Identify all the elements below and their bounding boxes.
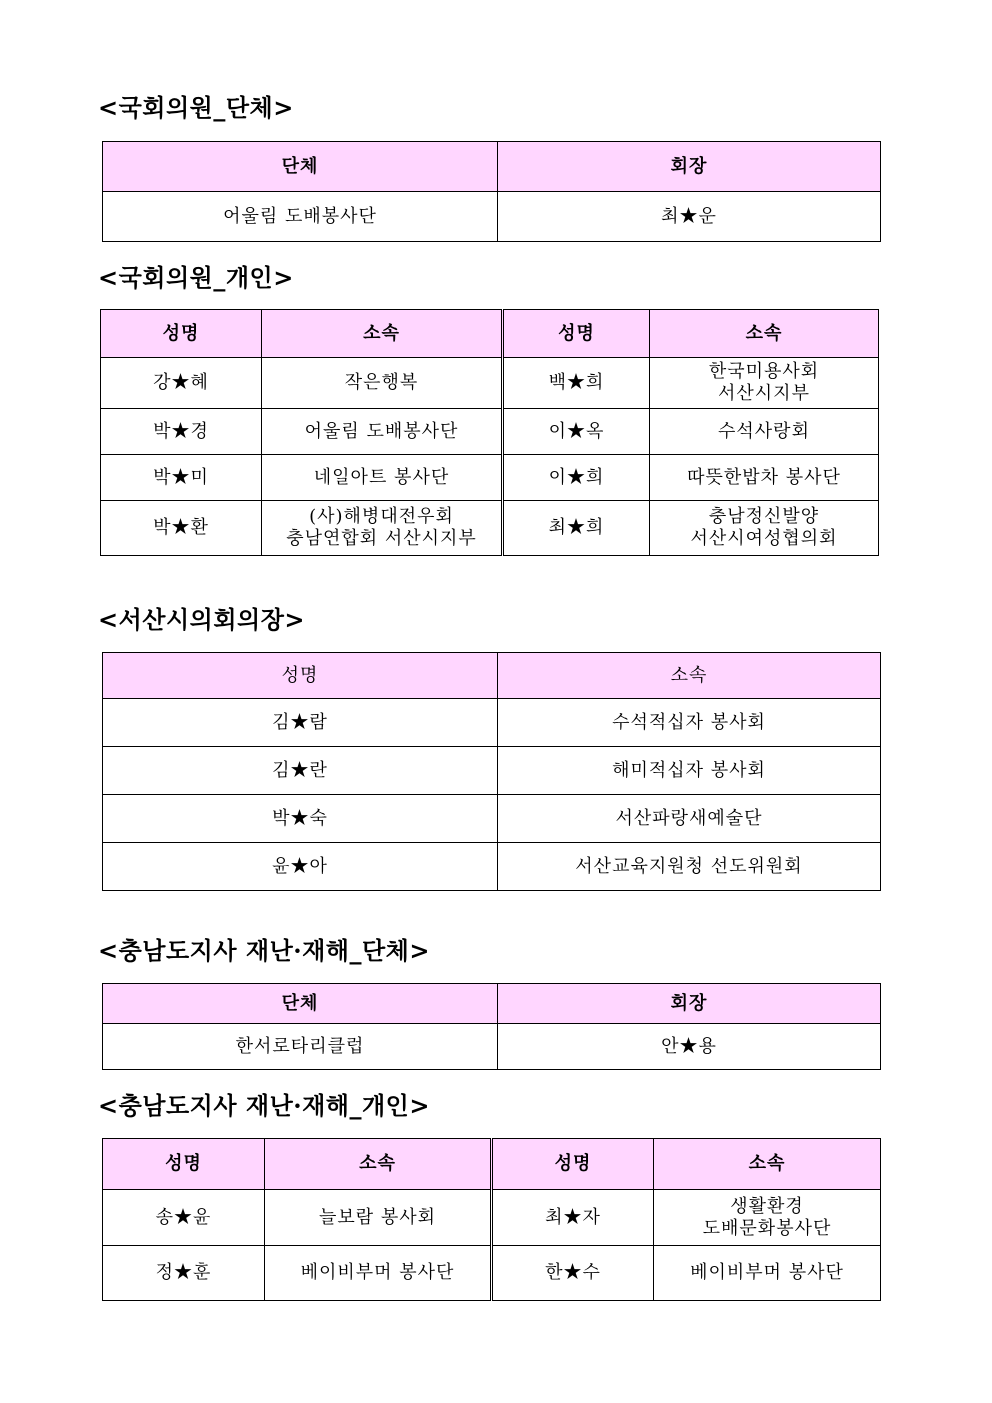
cell-affiliation [654, 1190, 881, 1246]
cell-line: (사)해병대전우회 [309, 506, 454, 527]
header-name: 성명 [101, 310, 262, 358]
cell-affiliation: 어울림 도배봉사단 [262, 409, 503, 455]
cell-name: 김★란 [103, 747, 498, 795]
cell-line: 서산시여성협의회 [690, 528, 838, 549]
cell-affiliation: 수석적십자 봉사회 [498, 699, 881, 747]
table-row [103, 747, 881, 795]
cell-affiliation: 네일아트 봉사단 [262, 455, 503, 501]
header-chairman: 회장 [498, 984, 881, 1024]
table-row [103, 192, 881, 242]
header-affiliation: 소속 [262, 310, 503, 358]
cell-affiliation: 작은행복 [262, 358, 503, 409]
cell-line: 충남정신발양 [708, 506, 820, 527]
section-title-governor-group: <충남도지사 재난·재해_단체> [98, 936, 430, 965]
table-row [103, 1246, 881, 1301]
cell-name: 강★혜 [101, 358, 262, 409]
cell-affiliation: 수석사랑회 [650, 409, 879, 455]
cell-name: 김★람 [103, 699, 498, 747]
table-row [101, 358, 879, 409]
cell-group: 한서로타리클럽 [103, 1024, 498, 1070]
header-name: 성명 [103, 653, 498, 699]
cell-group: 어울림 도배봉사단 [103, 192, 498, 242]
cell-name: 박★경 [101, 409, 262, 455]
table-governor-group [102, 983, 881, 1070]
table-governor-individual [102, 1138, 881, 1301]
cell-name: 한★수 [492, 1246, 654, 1301]
cell-name: 박★숙 [103, 795, 498, 843]
table-assembly-individual [100, 309, 879, 556]
cell-affiliation [650, 501, 879, 556]
cell-name: 윤★아 [103, 843, 498, 891]
table-row [103, 699, 881, 747]
cell-affiliation: 따뜻한밥차 봉사단 [650, 455, 879, 501]
header-name: 성명 [492, 1139, 654, 1190]
cell-line: 충남연합회 서산시지부 [286, 528, 477, 549]
table-row [103, 795, 881, 843]
cell-affiliation: 서산파랑새예술단 [498, 795, 881, 843]
table-row [101, 501, 879, 556]
cell-name: 정★훈 [103, 1246, 265, 1301]
cell-line: 도배문화봉사단 [702, 1217, 832, 1239]
section-title-assembly-individual: <국회의원_개인> [98, 263, 294, 292]
cell-name: 백★희 [503, 358, 650, 409]
header-name: 성명 [503, 310, 650, 358]
cell-name: 최★자 [492, 1190, 654, 1246]
cell-chairman: 최★운 [498, 192, 881, 242]
section-title-assembly-group: <국회의원_단체> [98, 93, 294, 122]
header-affiliation: 소속 [498, 653, 881, 699]
cell-affiliation: 베이비부머 봉사단 [654, 1246, 881, 1301]
header-group: 단체 [103, 984, 498, 1024]
header-affiliation: 소속 [650, 310, 879, 358]
cell-name: 송★윤 [103, 1190, 265, 1246]
cell-line: 생활환경 [730, 1195, 804, 1217]
cell-affiliation: 서산교육지원청 선도위원회 [498, 843, 881, 891]
cell-affiliation: 베이비부머 봉사단 [265, 1246, 492, 1301]
table-row [103, 843, 881, 891]
table-row [101, 409, 879, 455]
cell-affiliation: 해미적십자 봉사회 [498, 747, 881, 795]
cell-affiliation [262, 501, 503, 556]
table-row [101, 455, 879, 501]
table-council-chair [102, 652, 881, 891]
cell-name: 이★희 [503, 455, 650, 501]
header-affiliation: 소속 [654, 1139, 881, 1190]
cell-name: 박★환 [101, 501, 262, 556]
section-title-council-chair: <서산시의회의장> [98, 605, 306, 634]
cell-name: 박★미 [101, 455, 262, 501]
cell-chairman: 안★용 [498, 1024, 881, 1070]
cell-name: 최★희 [503, 501, 650, 556]
cell-affiliation: 늘보람 봉사회 [265, 1190, 492, 1246]
header-chairman: 회장 [498, 142, 881, 192]
header-group: 단체 [103, 142, 498, 192]
cell-name: 이★옥 [503, 409, 650, 455]
cell-line: 서산시지부 [718, 383, 810, 404]
cell-affiliation [650, 358, 879, 409]
table-row [103, 1024, 881, 1070]
table-row [103, 1190, 881, 1246]
table-assembly-group [102, 141, 881, 242]
section-title-governor-individual: <충남도지사 재난·재해_개인> [98, 1091, 430, 1120]
header-affiliation: 소속 [265, 1139, 492, 1190]
cell-line: 한국미용사회 [708, 361, 820, 382]
header-name: 성명 [103, 1139, 265, 1190]
